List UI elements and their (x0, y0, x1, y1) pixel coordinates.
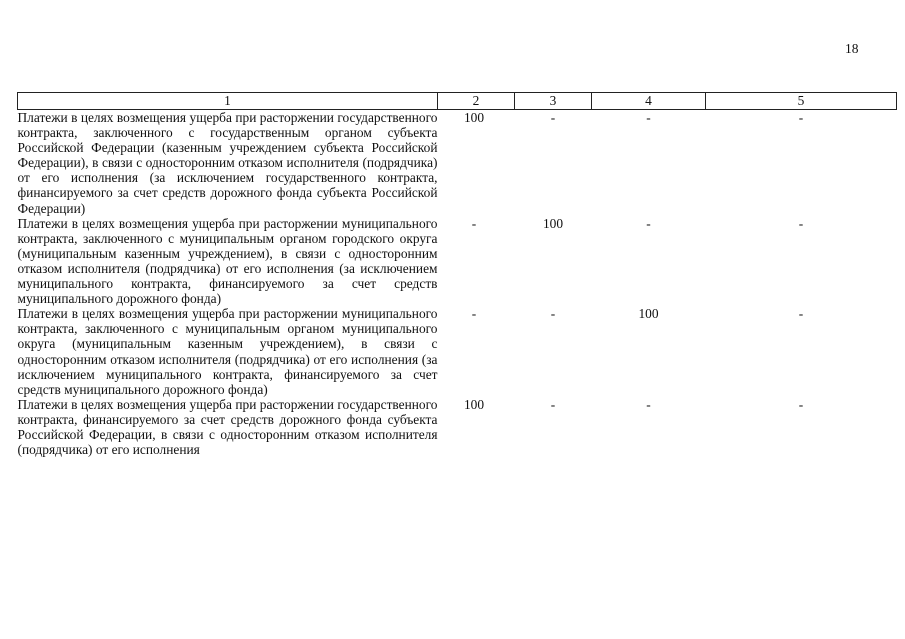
row-value-col5: - (798, 396, 804, 412)
column-header-2: 2 (438, 93, 515, 110)
row-description: Платежи в целях возмещения ущерба при расторжении муниципального контракта, заключенного с муниципальным органом городского округа (муниципальным казенным учреждением), в связи с односторонним отказом исполнителя (подрядчика) от его исполнения (за исключением муниципального контракта, финансируемого за счет средств муниципального дорожного фонда) (17, 215, 438, 307)
row-value-col3: 100 (542, 215, 564, 231)
row-value-col4: 100 (638, 306, 659, 322)
row-value-col5: - (798, 306, 804, 322)
row-description: Платежи в целях возмещения ущерба при расторжении государственного контракта, финансируемого за счет средств дорожного фонда субъекта Российской Федерации, в связи с односторонним отказом исполнителя (подрядчика) от его исполнения (17, 396, 438, 458)
row-description: Платежи в целях возмещения ущерба при расторжении муниципального контракта, заключенного с муниципальным органом муниципального округа (муниципальным казенным учреждением), в связи с односторонним отказом исполнителя (подрядчика) от его исполнения (за исключением муниципального контракта, финансируемого за счет средств муниципального дорожного фонда) (17, 306, 438, 397)
column-header-5: 5 (706, 93, 897, 110)
row-value-col3: - (550, 396, 556, 412)
table-row (18, 306, 897, 397)
row-value-col2: - (471, 306, 477, 322)
row-value-col5: - (798, 215, 804, 231)
row-value-col2: 100 (463, 396, 485, 412)
row-value-col2: - (471, 215, 477, 231)
row-value-col4: - (646, 215, 651, 231)
column-header-1: 1 (18, 93, 438, 110)
header-row (18, 93, 897, 110)
table-row (18, 110, 897, 216)
row-value-col3: - (550, 306, 556, 322)
page-number: 18 (845, 41, 859, 56)
table-row (18, 397, 897, 457)
row-value-col4: - (646, 110, 651, 125)
row-value-col5: - (798, 110, 804, 125)
budget-table (17, 92, 897, 457)
row-description: Платежи в целях возмещения ущерба при расторжении государственного контракта, заключенного с государственным органом субъекта Российской Федерации (казенным учреждением субъекта Российской Федерации), в связи с односторонним отказом исполнителя (подрядчика) от его исполнения (за исключением государственного контракта, финансируемого за счет средств дорожного фонда субъекта Российской Федерации) (17, 110, 438, 216)
row-value-col2: 100 (463, 110, 485, 125)
row-value-col3: - (550, 110, 556, 125)
column-header-3: 3 (515, 93, 592, 110)
column-header-4: 4 (592, 93, 706, 110)
row-value-col4: - (646, 396, 651, 412)
table-row (18, 216, 897, 307)
